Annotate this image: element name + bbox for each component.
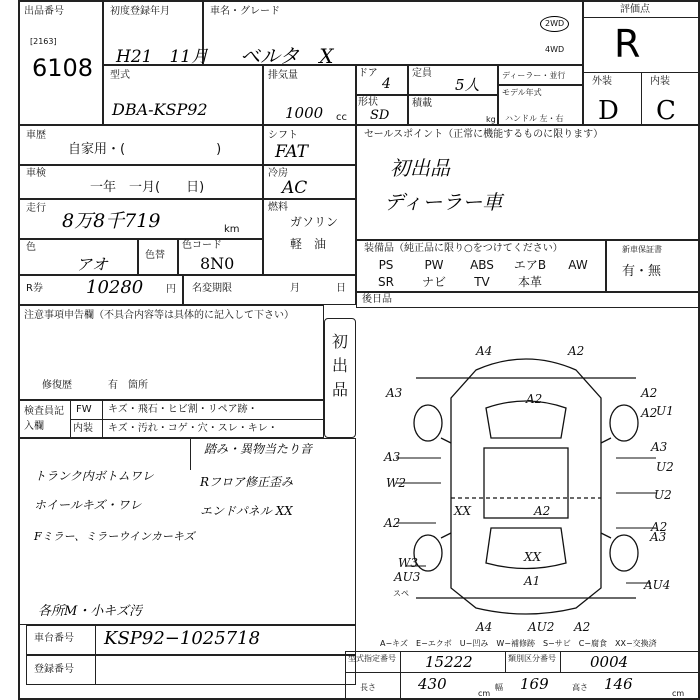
equipment-row-1 (362, 258, 602, 274)
displacement-value: 1000 (285, 104, 324, 122)
lot-number: 6108 (32, 54, 94, 82)
displacement-unit: cc (336, 112, 347, 123)
damage-code: A2 (526, 392, 543, 406)
width-value: 169 (520, 675, 549, 693)
fw-items: キズ・飛石・ヒビ割・リペア跡・ (108, 404, 258, 415)
interior-check-label: 内装 (73, 423, 93, 434)
reg-deadline-label: 名変期限 (192, 283, 232, 294)
damage-code: U2 (656, 460, 674, 474)
color-code-label: 色コード (182, 240, 222, 251)
ac-value: AC (282, 178, 308, 198)
capacity-label: 定員 (412, 68, 432, 79)
exterior-value: D (598, 96, 619, 126)
handle-label: ハンドル 左・右 (505, 114, 564, 123)
remark-2: トランク内ボトムワレ (34, 469, 154, 483)
equipment-r2-2: TV (474, 275, 490, 289)
color-label: 色 (26, 242, 36, 253)
damage-code: W3 (398, 556, 418, 570)
equipment-r2-1: ナビ (421, 275, 446, 289)
shape-value: SD (370, 108, 390, 123)
remark-3: Rフロア修正歪み (200, 475, 294, 489)
first-reg-label: 初度登録年月 (110, 6, 170, 17)
length-unit: cm (478, 689, 491, 698)
length-label: 長さ (360, 683, 376, 692)
grade-label: 評価点 (620, 4, 650, 15)
shift-label: シフト (268, 130, 298, 141)
damage-legend: A−キズ E−エクボ U−凹み W−補修跡 S−サビ C−腐食 XX−交換済 (380, 639, 657, 648)
warranty-label: 新車保証書 (622, 245, 662, 254)
model-label: 型式 (110, 70, 130, 81)
damage-code: A2 (641, 386, 658, 400)
damage-code: A3 (386, 386, 403, 400)
height-value: 146 (604, 675, 633, 693)
damage-code: A1 (524, 574, 541, 588)
sales-line1: 初出品 (390, 156, 450, 180)
damage-code: A2 (574, 620, 591, 634)
first-listing-text: 初出品 (331, 332, 348, 399)
dealer-label: ディーラー・並行 (502, 71, 566, 80)
interior-label: 内装 (650, 76, 670, 87)
doors-value: 4 (382, 76, 391, 92)
recycle-label: R券 (26, 283, 43, 294)
length-value: 430 (418, 675, 447, 693)
damage-code: A2 (568, 344, 585, 358)
equipment-r2-0: SR (378, 275, 394, 289)
sales-line2: ディーラー車 (384, 190, 503, 214)
capacity-value: 5人 (455, 76, 480, 94)
color-change-label: 色替 (145, 250, 165, 261)
shape-label: 形状 (358, 97, 378, 108)
damage-code: XX (454, 504, 472, 518)
damage-code: U1 (656, 404, 674, 418)
equipment-r1-3: エアB (513, 258, 547, 272)
damage-code: A2 (641, 406, 658, 420)
model-year-label: モデル年式 (502, 88, 542, 97)
drive-4wd: 4WD (545, 45, 565, 54)
car-name-value: ベルタ X (240, 44, 334, 68)
equipment-r1-4: AW (568, 258, 588, 272)
history-label: 車歴 (26, 130, 46, 141)
reg-month: 月 (290, 283, 300, 294)
doors-label: ドア (358, 68, 378, 79)
damage-code: A3 (384, 450, 401, 464)
damage-code: A3 (651, 440, 668, 454)
registration-box (26, 655, 356, 685)
equipment-r2-3: 本革 (517, 275, 542, 289)
remark-1: 踏み・異物当たり音 (204, 442, 313, 456)
height-label: 高さ (572, 683, 588, 692)
inspector-label: 検査員記入欄 (24, 406, 64, 432)
fw-label: FW (76, 404, 92, 415)
repair-value: 有 箇所 (108, 380, 148, 391)
shift-value: FAT (275, 142, 309, 162)
damage-code: A4 (476, 344, 493, 358)
notes-label: 注意事項申告欄（不具合内容等は具体的に記入して下さい） (24, 310, 294, 321)
recycle-value: 10280 (86, 277, 144, 298)
inspection-label: 車検 (26, 168, 46, 179)
lot-bracket: [2163] (30, 37, 57, 46)
grade-value: R (614, 22, 641, 66)
width-label: 幅 (495, 683, 503, 692)
damage-code: A4 (476, 620, 493, 634)
interior-items: キズ・汚れ・コゲ・穴・スレ・キレ・ (108, 423, 278, 434)
height-unit: cm (672, 689, 685, 698)
remark-7: 各所M・小キズ汚 (38, 604, 143, 619)
lot-number-label: 出品番号 (24, 6, 64, 17)
remark-4: ホイールキズ・ワレ (34, 498, 142, 512)
load-label: 積載 (412, 98, 432, 109)
equipment-r1-0: PS (378, 258, 394, 272)
model-value: DBA-KSP92 (112, 100, 208, 119)
damage-code: XX (524, 550, 542, 564)
recycle-unit: 円 (166, 284, 176, 295)
mileage-label: 走行 (26, 203, 46, 214)
fuel-value: ガソリン (290, 215, 339, 229)
damage-code: W2 (386, 476, 406, 490)
registration-label: 登録番号 (34, 664, 74, 675)
later-label: 後日品 (362, 294, 392, 305)
exterior-label: 外装 (592, 76, 612, 87)
interior-value: C (656, 96, 676, 126)
model-no-value: 15222 (425, 653, 473, 671)
remark-5: エンドパネル XX (200, 504, 293, 518)
drive-2wd: 2WD (540, 16, 569, 32)
load-unit: kg (486, 115, 496, 124)
damage-code: A2 (534, 504, 551, 518)
displacement-label: 排気量 (268, 70, 298, 81)
mileage-unit: km (224, 224, 240, 235)
later-box (356, 292, 700, 308)
equipment-label: 装備品（純正品に限り○をつけてください） (364, 243, 563, 254)
fuel-label: 燃料 (268, 202, 288, 213)
class-no-label: 類別区分番号 (508, 654, 556, 663)
history-value: 自家用・( ) (68, 142, 222, 157)
repair-label: 修復歴 (42, 380, 72, 391)
spare-label: スペ (393, 589, 409, 598)
damage-code: U2 (654, 488, 672, 502)
equipment-r1-2: ABS (470, 258, 494, 272)
inspection-value: 一年 一月( 日) (90, 180, 205, 195)
chassis-label: 車台番号 (34, 633, 74, 644)
equipment-row-2 (362, 275, 602, 291)
sales-label: セールスポイント（正常に機能するものに限ります） (364, 129, 604, 140)
damage-code: A3 (650, 530, 667, 544)
car-name-label: 車名・グレード (210, 6, 280, 17)
reg-day: 日 (336, 283, 346, 294)
damage-code: A2 (384, 516, 401, 530)
ac-label: 冷房 (268, 168, 288, 179)
first-reg-value: H21 11月 (116, 47, 209, 67)
mileage-value: 8万8千719 (62, 210, 161, 232)
sales-box (356, 125, 700, 240)
damage-code: AU4 (644, 578, 671, 592)
warranty-value: 有・無 (622, 264, 662, 279)
chassis-value: KSP92−1025718 (104, 628, 261, 649)
equipment-r1-1: PW (424, 258, 444, 272)
remark-6: Fミラー、ミラーウインカーキズ (34, 530, 195, 543)
color-code-value: 8N0 (200, 254, 235, 273)
damage-code: AU3 (394, 570, 421, 584)
color-value: アオ (76, 255, 108, 274)
damage-code: AU2 (528, 620, 555, 634)
class-no-value: 0004 (590, 653, 629, 671)
damage-code: A2 (651, 520, 668, 534)
model-no-label: 型式指定番号 (348, 654, 396, 663)
fuel-alt: 軽 油 (290, 237, 327, 251)
